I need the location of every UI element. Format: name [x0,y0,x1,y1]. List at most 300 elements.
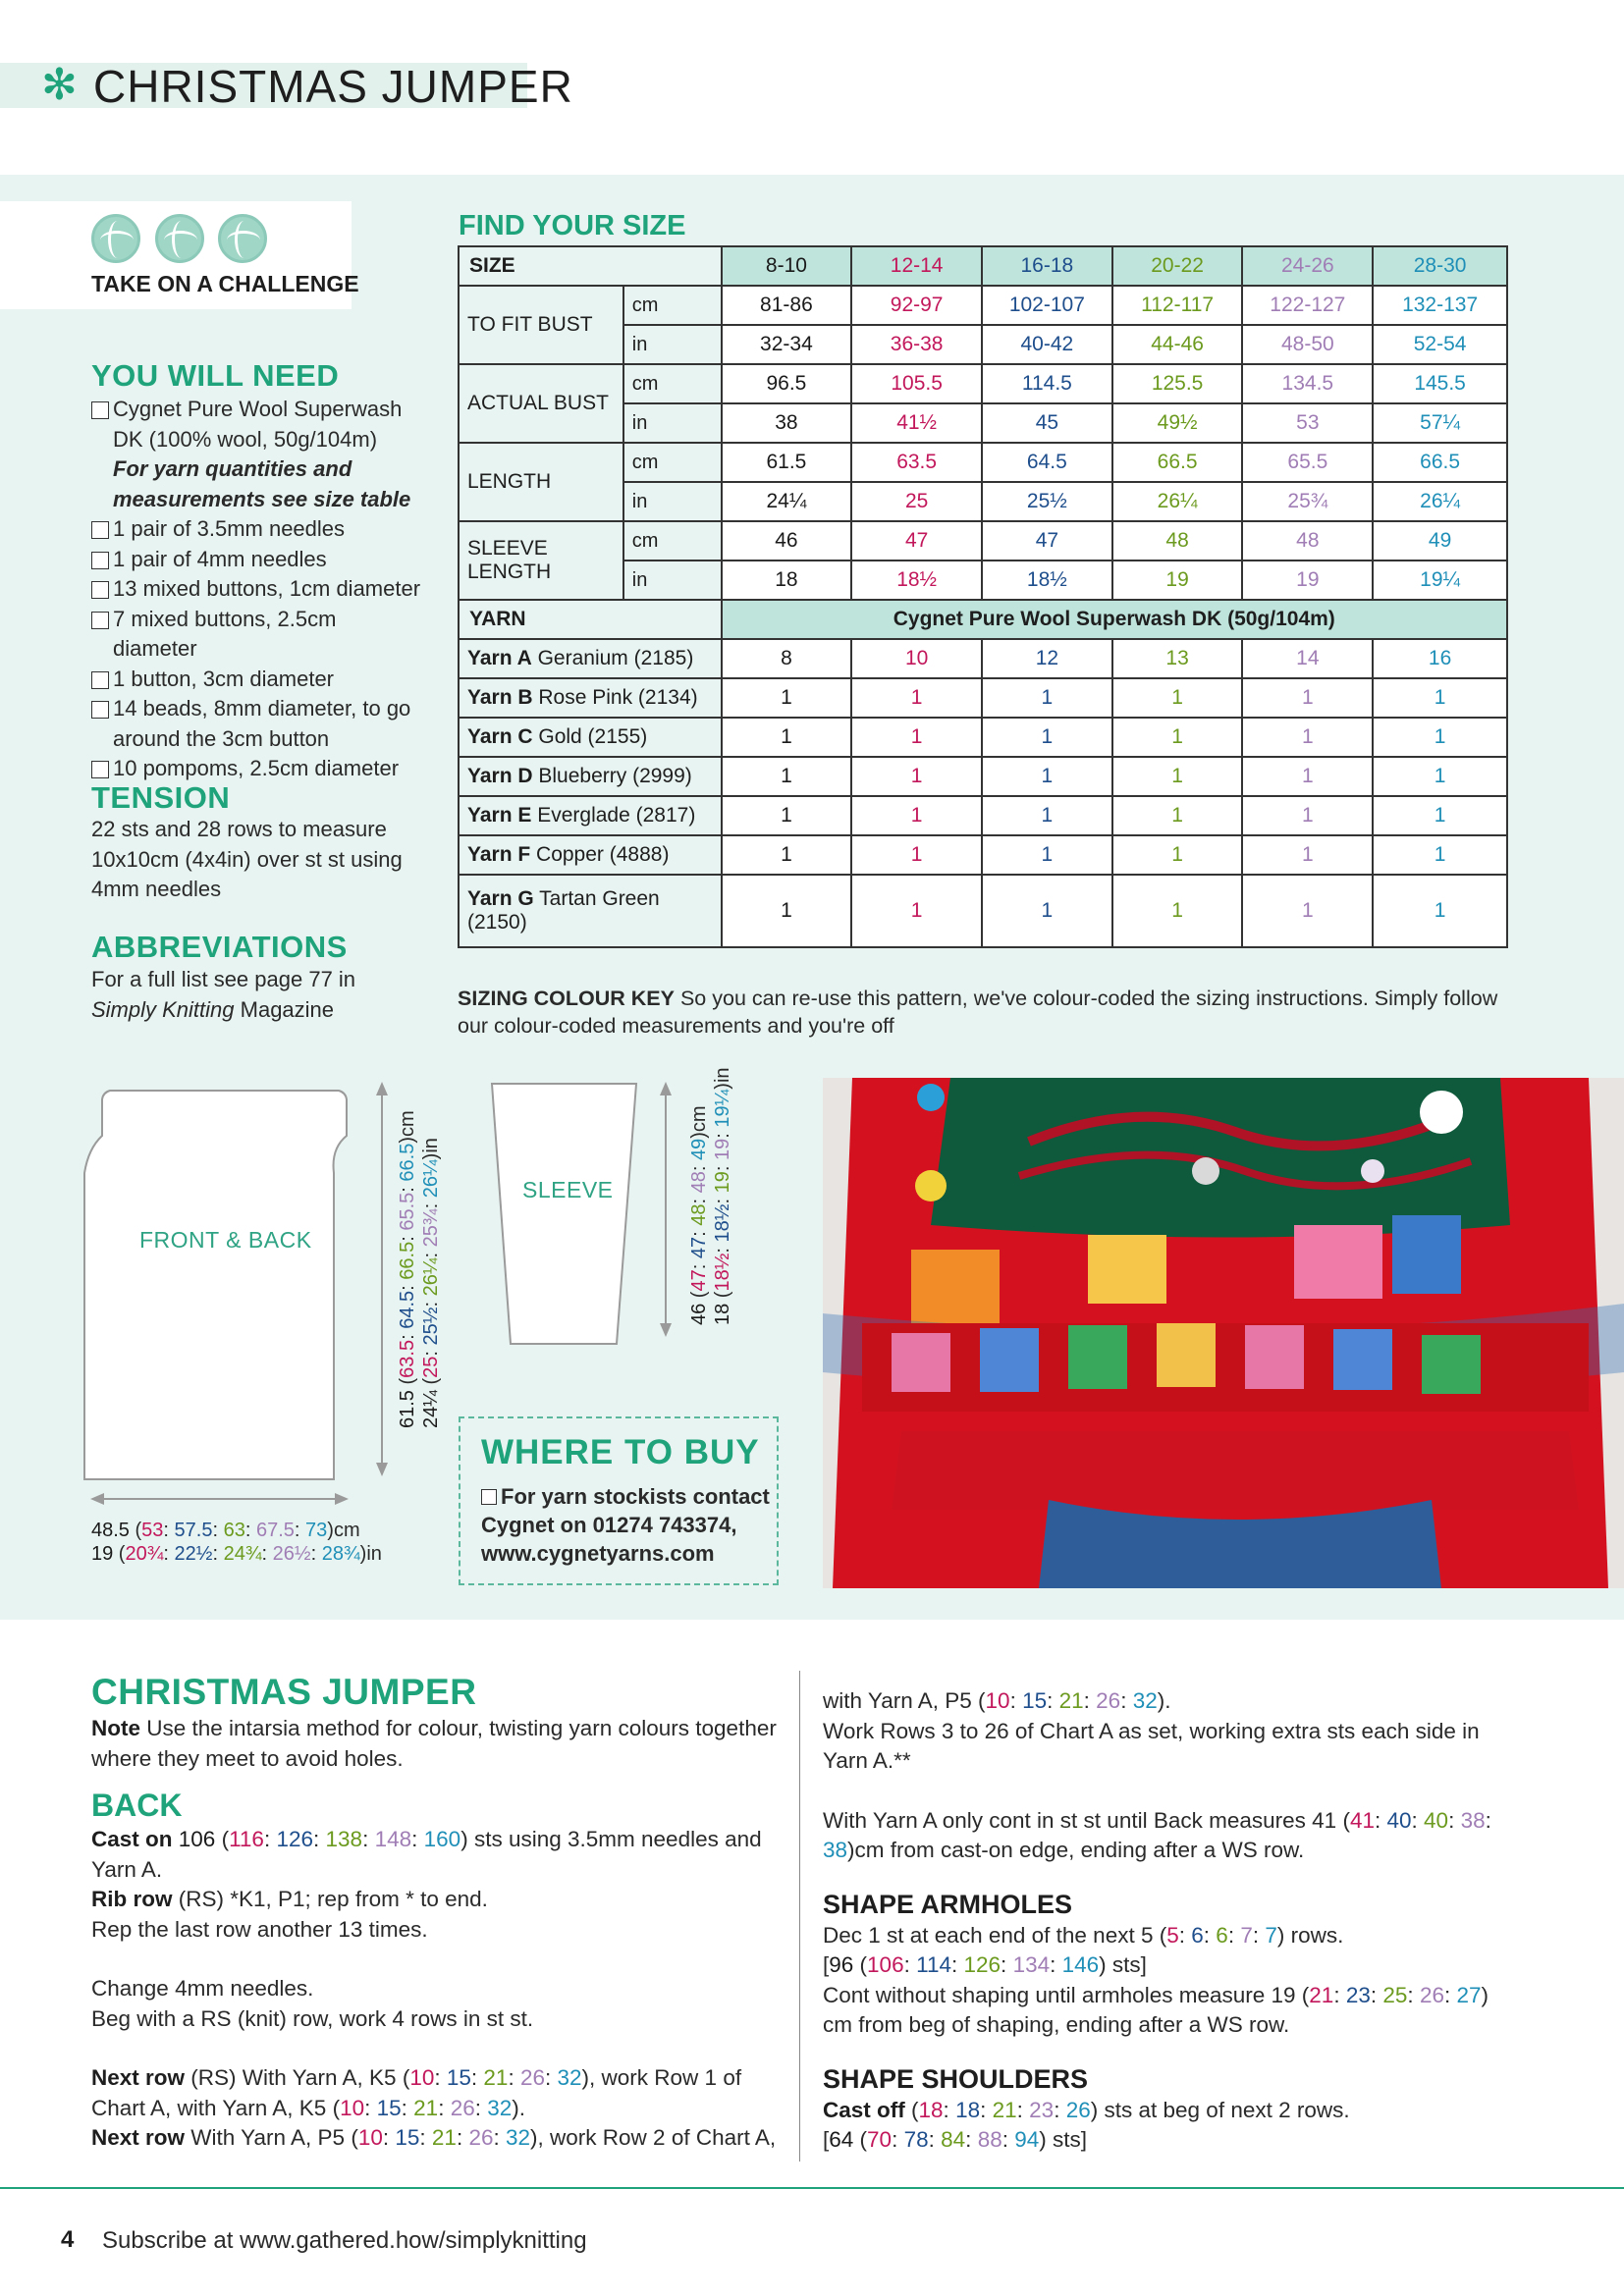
cast-on-text: sts using 3.5mm needles and Yarn A. [91,1827,762,1882]
yarn-code: Yarn C [467,725,533,748]
table-cell: 1 [851,718,982,757]
table-cell: 1 [851,678,982,718]
size-value: 96 [829,1952,854,1977]
size-value: 25½ [420,1307,442,1346]
rib-text: (RS) *K1, P1; rep from * to end. [178,1887,488,1911]
page-title: CHRISTMAS JUMPER [93,61,573,112]
size-value: 40 [1424,1807,1449,1833]
size-value: 21 [483,2065,509,2090]
table-cell: 1 [851,757,982,796]
size-value: 24¾ [223,1543,262,1565]
continue-text: cm from cast-on edge, ending after a WS row. [854,1838,1305,1862]
size-value: 6 [1216,1922,1228,1948]
challenge-label: TAKE ON A CHALLENGE [91,271,359,296]
table-cell: 102-107 [982,286,1112,325]
table-cell: 1 [982,678,1112,718]
size-value: 53 [141,1520,164,1541]
yarn-shade: Geranium (2185) [531,647,694,669]
decrease-sizes: (5: 6: 6: 7: 7) [1159,1922,1285,1948]
size-value: 32 [506,2125,531,2150]
table-cell: 1 [1242,718,1373,757]
row-sizes: (10: 15: 21: 26: 32) [978,1688,1165,1713]
table-cell: 57¼ [1373,403,1507,443]
list-item: 1 button, 3cm diameter [91,665,425,695]
size-value: 61.5 [397,1390,418,1428]
measurement-row [459,521,1507,561]
cast-off-sizes: (18: 18: 21: 23: 26) [911,2097,1099,2122]
size-value: 15 [376,2095,402,2120]
table-cell: 32-34 [722,325,852,364]
table-cell: 18½ [851,561,982,600]
table-cell: 1 [722,678,852,718]
size-value: 23 [1345,1982,1371,2007]
pattern-right-column [823,1686,1510,2156]
size-value: 48 [688,1203,710,1226]
size-value: 26 [468,2125,494,2150]
table-cell: 13 [1112,639,1243,678]
table-cell: 1 [982,757,1112,796]
cast-off-label: Cast off [823,2097,905,2122]
next-row-text: with Yarn A, P5 [823,1688,972,1713]
yarn-row [459,718,1507,757]
yarn-row [459,796,1507,835]
yarn-name: Cygnet Pure Wool Superwash DK (50g/104m) [722,600,1507,639]
table-cell: 44-46 [1112,325,1243,364]
size-value: 21 [1058,1688,1084,1713]
size-value: 65.5 [397,1192,418,1231]
size-value: 22½ [174,1543,213,1565]
next-row-text: With Yarn A, P5 [190,2125,346,2150]
table-cell: 1 [1112,796,1243,835]
find-your-size-heading: FIND YOUR SIZE [459,210,686,241]
size-value: 18½ [712,1203,733,1243]
table-cell: 81-86 [722,286,852,325]
yarn-label [459,718,722,757]
size-value: 32 [557,2065,582,2090]
list-item: 7 mixed buttons, 2.5cm diameter [91,605,425,665]
yarn-ball-icon [218,214,267,263]
table-cell: 41½ [851,403,982,443]
size-value: 26 [450,2095,475,2120]
size-value: 94 [1014,2127,1040,2152]
cast-on-sizes: 106 (116: 126: 138: 148: 160) [178,1827,468,1851]
table-cell: 1 [851,835,982,875]
sleeve-shape [492,1084,636,1344]
footer-rule [0,2187,1624,2189]
table-cell: 65.5 [1242,443,1373,482]
unit-label: cm [623,364,722,403]
size-value: 63 [223,1520,245,1541]
rib-repeat: Rep the last row another 13 times. [91,1916,428,1942]
size-value: 18 [918,2097,944,2122]
size-value: 26¼ [420,1257,442,1297]
table-cell: 18 [722,561,852,600]
yarn-code: Yarn A [467,647,532,669]
change-needles: Change 4mm needles. [91,1976,314,2001]
size-value: 26¼ [420,1159,442,1199]
unit-label: in [623,325,722,364]
yarn-shade: Everglade (2817) [531,804,696,827]
stitch-count: [96 (106: 114: 126: 134: 146) sts] [823,1952,1147,1977]
unit-label: cm [623,286,722,325]
size-value: 48.5 [91,1520,130,1541]
size-value: 114 [916,1952,951,1977]
yarn-shade: Rose Pink (2134) [532,686,698,709]
size-value: 28¾ [321,1543,360,1565]
table-cell: 96.5 [722,364,852,403]
size-value: 49 [688,1138,710,1161]
size-value: 46 [688,1303,710,1325]
size-value: 138 [325,1827,363,1851]
front-back-label: FRONT & BACK [139,1227,312,1253]
list-item: Cygnet Pure Wool Superwash DK (100% wool, 50g/104m) [91,395,425,454]
continue-instruction [823,1806,1510,1866]
unit-label: in [623,482,722,521]
size-value: 78 [903,2127,929,2152]
table-cell: 19¼ [1373,561,1507,600]
front-back-shape [84,1091,347,1479]
size-value: 10 [409,2065,435,2090]
yarn-code: Yarn E [467,804,532,827]
size-value: 66.5 [397,1143,418,1182]
rib-instruction [91,1885,779,1915]
size-value: 24¼ [420,1390,442,1428]
shape-shoulders-heading: SHAPE SHOULDERS [823,2063,1089,2094]
shaping-text: Cont without shaping until armholes measure 19 [823,1982,1296,2007]
size-value: 67.5 [255,1520,295,1541]
note-label: Note [91,1716,140,1740]
row-sizes: (10: 15: 21: 26: 32) [402,2065,590,2090]
table-cell: 1 [982,875,1112,947]
size-value: 26 [1065,2097,1091,2122]
length-in: 24¼ (25: 25½: 26¼: 25¾: 26¼)in [420,1138,442,1428]
size-value: 47 [688,1236,710,1259]
table-cell: 145.5 [1373,364,1507,403]
size-value: 57.5 [174,1520,213,1541]
measurement-row [459,443,1507,482]
yarn-label [459,757,722,796]
yarn-ball-icon [155,214,204,263]
yarn-label [459,835,722,875]
table-cell: 112-117 [1112,286,1243,325]
yarn-code: Yarn G [467,887,534,910]
size-value: 23 [1029,2097,1055,2122]
size-value: 21 [431,2125,457,2150]
yarn-label [459,639,722,678]
width-in: 19 (20¾: 22½: 24¾: 26½: 28¾)in [91,1543,382,1565]
yarn-code: Yarn B [467,686,533,709]
next-row-text: (RS) With Yarn A, K5 [190,2065,397,2090]
yarn-row [459,757,1507,796]
table-cell: 1 [1373,678,1507,718]
yarn-shade: Blueberry (2999) [532,765,692,787]
pattern-title: CHRISTMAS JUMPER [91,1672,477,1712]
size-value: 70 [867,2127,893,2152]
size-value: 10 [357,2125,383,2150]
table-cell: 1 [722,796,852,835]
size-value: 126 [276,1827,314,1851]
size-value: 18 [712,1303,733,1325]
yarn-row [459,639,1507,678]
yarn-shade: Tartan Green (2150) [467,887,660,934]
size-value: 26 [519,2065,545,2090]
size-value: 26½ [272,1543,311,1565]
length-cm: 61.5 (63.5: 64.5: 66.5: 65.5: 66.5)cm [397,1110,418,1428]
table-cell: 1 [1112,875,1243,947]
footer-subscribe: Subscribe at www.gathered.how/simplyknitting [102,2227,587,2254]
yarn-code: Yarn D [467,765,533,787]
table-cell: 10 [851,639,982,678]
next-row-label: Next row [91,2125,186,2150]
sleeve-in: 18 (18½: 18½: 19: 19: 19¼)in [712,1067,733,1325]
sleeve-cm: 46 (47: 47: 48: 48: 49)cm [688,1105,710,1325]
table-cell: 66.5 [1112,443,1243,482]
table-cell: 36-38 [851,325,982,364]
table-cell: 1 [722,718,852,757]
size-value: 21 [413,2095,439,2120]
table-cell: 52-54 [1373,325,1507,364]
table-cell: 134.5 [1242,364,1373,403]
stitch-count: [64 (70: 78: 84: 88: 94) sts] [823,2127,1088,2152]
yarn-header: YARN [459,600,722,639]
where-to-buy-heading: WHERE TO BUY [481,1433,760,1471]
width-cm: 48.5 (53: 57.5: 63: 67.5: 73)cm [91,1520,360,1541]
table-cell: 1 [1373,796,1507,835]
size-value: 19¼ [712,1089,733,1128]
flower-icon: ✻ [41,61,78,109]
size-value: 48 [688,1171,710,1194]
list-item: 13 mixed buttons, 1cm diameter [91,574,425,605]
column-divider [799,1671,800,2162]
table-cell: 1 [722,875,852,947]
row-sizes: (10: 15: 21: 26: 32) [332,2095,519,2120]
unit-label: in [623,561,722,600]
table-cell: 1 [982,718,1112,757]
abbreviations-heading: ABBREVIATIONS [91,930,348,964]
size-value: 25 [420,1356,442,1378]
begin-rows: Beg with a RS (knit) row, work 4 rows in st st. [91,2005,534,2031]
size-value: 19 [712,1138,733,1161]
measurement-label: ACTUAL BUST [459,364,623,443]
table-cell: 1 [1242,875,1373,947]
size-value: 19 [712,1171,733,1194]
yarn-label [459,678,722,718]
sleeve-label: SLEEVE [522,1177,614,1202]
size-value: 26 [1096,1688,1121,1713]
size-value: 26 [1419,1982,1444,2007]
table-cell: 1 [851,875,982,947]
size-value: 73 [305,1520,328,1541]
table-cell: 1 [1242,796,1373,835]
table-cell: 1 [1373,835,1507,875]
measurement-label: TO FIT BUST [459,286,623,364]
size-value: 148 [374,1827,412,1851]
size-value: 6 [1191,1922,1204,1948]
size-value: 32 [487,2095,513,2120]
table-cell: 45 [982,403,1112,443]
table-cell: 63.5 [851,443,982,482]
row-sizes: (10: 15: 21: 26: 32) [351,2125,538,2150]
size-value: 15 [446,2065,471,2090]
size-column-header: 28-30 [1373,246,1507,286]
page-number: 4 [61,2226,75,2253]
table-cell: 105.5 [851,364,982,403]
table-cell: 49½ [1112,403,1243,443]
tension-heading: TENSION [91,780,231,815]
sleeve-length-arrow [660,1082,672,1337]
decrease-text: rows. [1290,1922,1344,1948]
unit-label: in [623,403,722,443]
table-cell: 8 [722,639,852,678]
measurement-label: LENGTH [459,443,623,521]
table-cell: 48 [1242,521,1373,561]
front-back-width-arrow [90,1493,349,1505]
size-value: 88 [977,2127,1002,2152]
size-value: 84 [941,2127,966,2152]
rib-label: Rib row [91,1887,173,1911]
size-value: 10 [340,2095,365,2120]
size-value: 66.5 [397,1241,418,1280]
table-cell: 24¼ [722,482,852,521]
front-back-length-arrow [376,1082,388,1476]
shaping-sizes: (21: 23: 25: 26: 27) [1301,1982,1489,2007]
abbreviations-line: For a full list see page 77 in [91,967,356,991]
size-value: 7 [1265,1922,1277,1948]
size-value: 38 [823,1838,848,1862]
yarn-row [459,875,1507,947]
table-cell: 14 [1242,639,1373,678]
table-cell: 26¼ [1373,482,1507,521]
table-cell: 40-42 [982,325,1112,364]
front-back-width-measure [91,1519,382,1566]
table-cell: 46 [722,521,852,561]
cast-on-instruction [91,1825,779,1885]
size-value: 64.5 [397,1290,418,1329]
size-value: 20¾ [125,1543,164,1565]
yarn-shade: Copper (4888) [530,843,670,866]
size-value: 18½ [712,1253,733,1292]
size-column-header: 8-10 [722,246,852,286]
note-text: Use the intarsia method for colour, twisting yarn colours together where they meet to avoid holes. [91,1716,777,1771]
table-cell: 122-127 [1242,286,1373,325]
measurement-row [459,286,1507,325]
materials-list [91,395,425,784]
shaping-text: cm from beg of shaping, ending after a WS row. [823,2012,1290,2037]
yarn-row [459,678,1507,718]
cast-off-text: sts at beg of next 2 rows. [1104,2097,1350,2122]
table-cell: 1 [1373,875,1507,947]
table-cell: 1 [1242,835,1373,875]
size-column-header: 16-18 [982,246,1112,286]
size-value: 160 [423,1827,461,1851]
where-to-buy-text [481,1482,776,1568]
table-cell: 25¾ [1242,482,1373,521]
table-cell: 47 [851,521,982,561]
decrease-instruction [823,1921,1510,1951]
shape-armholes-heading: SHAPE ARMHOLES [823,1889,1073,1919]
table-cell: 19 [1112,561,1243,600]
size-value: 21 [1309,1982,1334,2007]
measurement-label: SLEEVE LENGTH [459,521,623,600]
abbreviations-text [91,965,415,1025]
size-value: 64 [829,2127,854,2152]
table-cell: 114.5 [982,364,1112,403]
size-column-header: 20-22 [1112,246,1243,286]
table-cell: 1 [1112,718,1243,757]
list-item: 14 beads, 8mm diameter, to go around the 3cm button [91,694,425,754]
table-cell: 1 [1373,718,1507,757]
size-value: 25 [1382,1982,1408,2007]
yarn-header-row [459,600,1507,639]
size-value: 146 [1061,1952,1100,1977]
table-cell: 1 [722,757,852,796]
cast-off-instruction [823,2096,1510,2126]
jumper-photo [823,1078,1624,1588]
table-cell: 19 [1242,561,1373,600]
measurement-row [459,364,1507,403]
size-header: SIZE [459,246,722,286]
yarn-row [459,835,1507,875]
table-cell: 1 [1112,835,1243,875]
table-cell: 53 [1242,403,1373,443]
table-cell: 132-137 [1373,286,1507,325]
table-cell: 1 [1112,757,1243,796]
tension-text: 22 sts and 28 rows to measure 10x10cm (4x4in) over st st using 4mm needles [91,817,403,901]
table-cell: 38 [722,403,852,443]
next-row-1: Next row (RS) With Yarn A, K5 (10: 15: 21: 26: 32), work Row 1 of Chart A, with Yarn A, K5 (10: 15: 21: 26: 32). [91,2065,742,2120]
table-cell: 1 [1373,757,1507,796]
size-value: 21 [992,2097,1017,2122]
back-heading: BACK [91,1788,183,1823]
sleeve-length-measure [687,1067,734,1325]
size-value: 18 [955,2097,981,2122]
stockist-info: For yarn stockists contact Cygnet on 01274 743374, www.cygnetyarns.com [481,1484,770,1566]
size-value: 15 [395,2125,420,2150]
table-cell: 49 [1373,521,1507,561]
you-will-need-heading: YOU WILL NEED [91,358,340,393]
next-row-text: , work Row 2 of Chart A, [537,2125,777,2150]
decrease-text: Dec 1 st at each end of the next 5 [823,1922,1154,1948]
front-back-length-measure [396,1110,443,1428]
table-cell: 92-97 [851,286,982,325]
size-value: 25¾ [420,1208,442,1248]
size-value: 38 [1460,1807,1486,1833]
table-cell: 16 [1373,639,1507,678]
next-row-text: , work Row 1 of Chart A, with Yarn A, K5 [91,2065,742,2120]
yarn-shade: Gold (2155) [532,725,648,748]
table-cell: 66.5 [1373,443,1507,482]
work-rows: Work Rows 3 to 26 of Chart A as set, working extra sts each side in Yarn A.** [823,1718,1480,1773]
size-value: 10 [985,1688,1010,1713]
table-cell: 1 [982,796,1112,835]
size-value: 32 [1132,1688,1158,1713]
table-cell: 125.5 [1112,364,1243,403]
yarn-label [459,875,722,947]
table-cell: 61.5 [722,443,852,482]
size-value: 27 [1456,1982,1482,2007]
continue-shaping [823,1981,1510,2041]
size-value: 63.5 [397,1339,418,1378]
yarn-code: Yarn F [467,843,531,866]
table-cell: 25½ [982,482,1112,521]
size-header-row [459,246,1507,286]
size-value: 41 [1349,1807,1375,1833]
size-value: 47 [688,1269,710,1292]
checkbox-icon [481,1489,497,1505]
sizing-key-title: SIZING COLOUR KEY [458,987,675,1010]
yarn-ball-icon [91,214,140,263]
size-value: 40 [1386,1807,1412,1833]
